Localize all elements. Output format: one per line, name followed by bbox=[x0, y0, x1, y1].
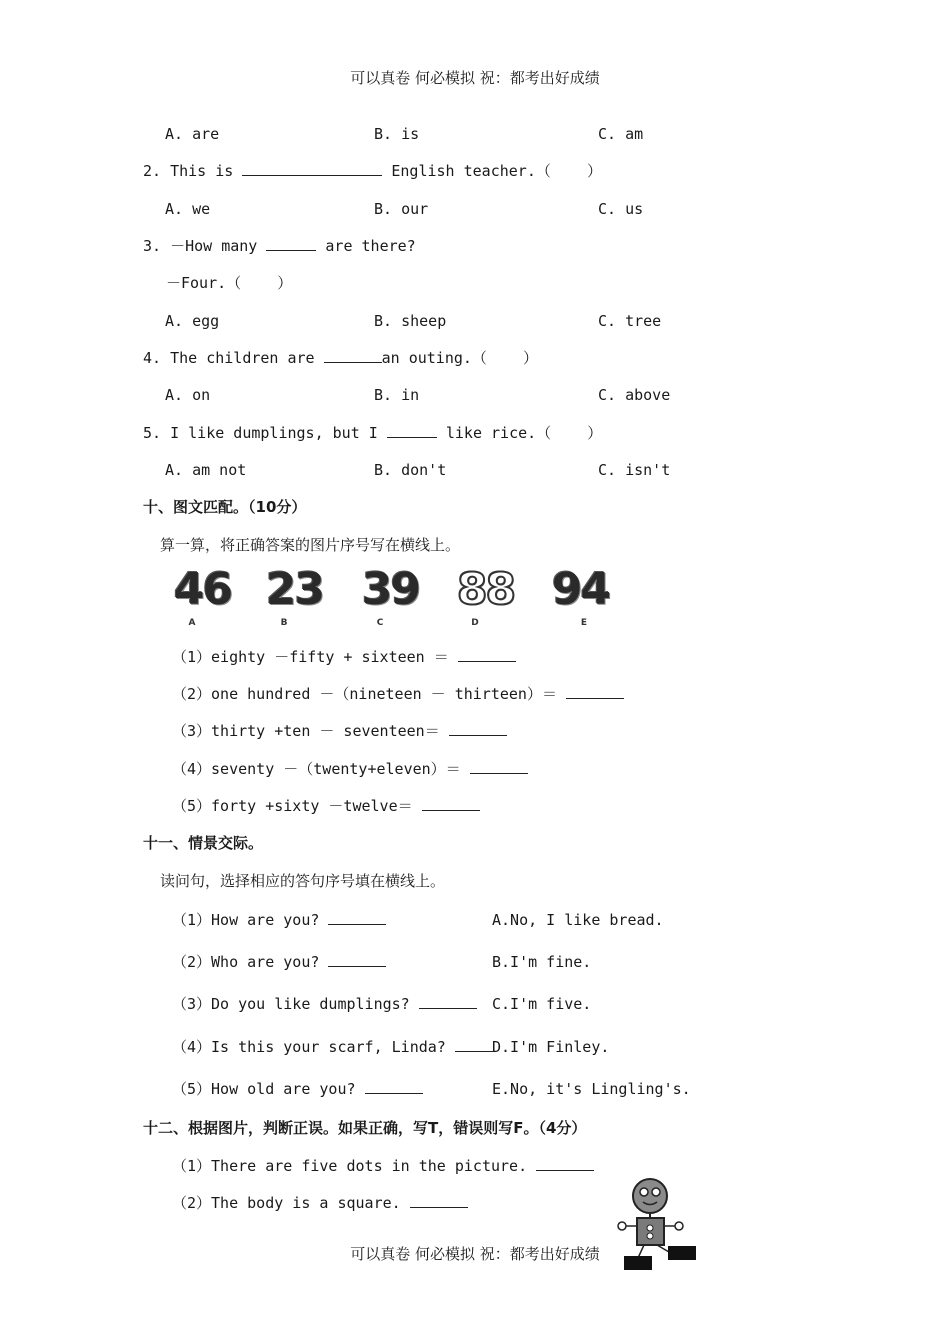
judge-item-2-text: （2）The body is a square. bbox=[172, 1194, 410, 1212]
page-footer: 可以真卷 何必模拟 祝：都考出好成绩 bbox=[350, 1245, 600, 1263]
robot-dot-1 bbox=[647, 1225, 653, 1231]
answer-blank[interactable] bbox=[266, 236, 316, 251]
q3-option-c: C. tree bbox=[598, 312, 662, 330]
answer-blank[interactable] bbox=[242, 161, 382, 176]
dialog-answer-a: A.No, I like bread. bbox=[492, 911, 664, 929]
question-2-stem: 2. This is bbox=[143, 162, 243, 180]
calc-item-4 bbox=[172, 759, 528, 779]
picture-c-number: 39 bbox=[361, 564, 420, 615]
q5-option-c: C. isn't bbox=[598, 461, 671, 479]
q2-option-c: C. us bbox=[598, 200, 644, 218]
dialog-question-1-text: （1）How are you? bbox=[172, 911, 329, 929]
question-3-stem: 3. －How many bbox=[143, 237, 267, 255]
picture-b-label: B bbox=[280, 618, 288, 628]
robot-left-eye bbox=[640, 1188, 648, 1196]
judge-item-2 bbox=[172, 1193, 468, 1213]
question-2 bbox=[143, 161, 602, 181]
question-2-tail: English teacher.（ ） bbox=[382, 162, 602, 180]
q5-option-b: B. don't bbox=[374, 461, 447, 479]
answer-blank[interactable] bbox=[328, 952, 386, 967]
answer-blank[interactable] bbox=[422, 796, 480, 811]
picture-c-label: C bbox=[376, 618, 384, 628]
question-5 bbox=[143, 423, 602, 443]
calc-item-1-text: （1）eighty －fifty + sixteen ＝ bbox=[172, 648, 458, 666]
question-4 bbox=[143, 348, 538, 368]
section-12-title: 十二、根据图片，判断正误。如果正确，写T，错误则写F。（4分） bbox=[143, 1119, 587, 1137]
picture-e-label: E bbox=[580, 618, 588, 628]
robot-left-hand bbox=[618, 1222, 626, 1230]
dialog-question-2-text: （2）Who are you? bbox=[172, 953, 329, 971]
answer-blank[interactable] bbox=[455, 1037, 493, 1052]
section-11-title: 十一、情景交际。 bbox=[143, 834, 264, 852]
section-10-instruction: 算一算，将正确答案的图片序号写在横线上。 bbox=[160, 536, 461, 554]
picture-d bbox=[443, 560, 528, 635]
answer-blank[interactable] bbox=[458, 647, 516, 662]
answer-blank[interactable] bbox=[324, 348, 382, 363]
question-5-stem: 5. I like dumplings, but I bbox=[143, 424, 387, 442]
calc-item-2-text: （2）one hundred －（nineteen － thirteen）＝ bbox=[172, 685, 566, 703]
calc-item-5 bbox=[172, 796, 480, 816]
answer-blank[interactable] bbox=[449, 721, 507, 736]
question-4-tail: an outing.（ ） bbox=[381, 349, 539, 367]
answer-blank[interactable] bbox=[328, 910, 386, 925]
picture-a-label: A bbox=[188, 618, 196, 628]
q5-option-a: A. am not bbox=[165, 461, 247, 479]
dialog-question-5-text: （5）How old are you? bbox=[172, 1080, 365, 1098]
answer-blank[interactable] bbox=[410, 1193, 468, 1208]
dialog-question-5 bbox=[172, 1079, 423, 1099]
question-5-tail: like rice.（ ） bbox=[436, 424, 603, 442]
robot-head bbox=[633, 1179, 667, 1213]
page-header: 可以真卷 何必模拟 祝：都考出好成绩 bbox=[350, 69, 600, 87]
dialog-question-4-text: （4）Is this your scarf, Linda? bbox=[172, 1038, 455, 1056]
dialog-answer-d: D.I'm Finley. bbox=[492, 1038, 610, 1056]
dialog-question-2 bbox=[172, 952, 386, 972]
dialog-question-1 bbox=[172, 910, 386, 930]
q4-option-c: C. above bbox=[598, 386, 671, 404]
calc-item-4-text: （4）seventy －（twenty+eleven）＝ bbox=[172, 760, 470, 778]
picture-e-number: 94 bbox=[551, 564, 610, 615]
answer-blank[interactable] bbox=[419, 994, 477, 1009]
judge-item-1 bbox=[172, 1156, 594, 1176]
dialog-answer-c: C.I'm five. bbox=[492, 995, 592, 1013]
answer-blank[interactable] bbox=[470, 759, 528, 774]
calc-item-3 bbox=[172, 721, 507, 741]
answer-blank[interactable] bbox=[566, 684, 624, 699]
robot-body bbox=[637, 1218, 664, 1245]
picture-e bbox=[538, 560, 623, 635]
calc-item-3-text: （3）thirty +ten － seventeen＝ bbox=[172, 722, 449, 740]
question-3 bbox=[143, 236, 416, 256]
question-4-stem: 4. The children are bbox=[143, 349, 324, 367]
q2-option-a: A. we bbox=[165, 200, 211, 218]
robot-right-hand bbox=[675, 1222, 683, 1230]
q4-option-b: B. in bbox=[374, 386, 420, 404]
question-3-answer: －Four.（ ） bbox=[166, 274, 293, 292]
dialog-answer-e: E.No, it's Lingling's. bbox=[492, 1080, 691, 1098]
q3-option-b: B. sheep bbox=[374, 312, 447, 330]
answer-blank[interactable] bbox=[536, 1156, 594, 1171]
calc-item-2 bbox=[172, 684, 624, 704]
judge-item-1-text: （1）There are five dots in the picture. bbox=[172, 1157, 537, 1175]
robot-dot-2 bbox=[647, 1233, 653, 1239]
picture-b bbox=[252, 560, 337, 635]
question-3-tail: are there? bbox=[316, 237, 416, 255]
answer-blank[interactable] bbox=[387, 423, 437, 438]
robot-right-eye bbox=[652, 1188, 660, 1196]
dialog-question-3 bbox=[172, 994, 477, 1014]
dialog-answer-b: B.I'm fine. bbox=[492, 953, 592, 971]
section-10-title: 十、图文匹配。（10分） bbox=[143, 498, 307, 516]
q3-option-a: A. egg bbox=[165, 312, 220, 330]
dialog-question-4 bbox=[172, 1037, 493, 1057]
q1-option-b: B. is bbox=[374, 125, 420, 143]
q4-option-a: A. on bbox=[165, 386, 211, 404]
q1-option-c: C. am bbox=[598, 125, 644, 143]
picture-c bbox=[348, 560, 433, 635]
calc-item-5-text: （5）forty +sixty －twelve＝ bbox=[172, 797, 422, 815]
section-11-instruction: 读问句，选择相应的答句序号填在横线上。 bbox=[160, 872, 446, 890]
q2-option-b: B. our bbox=[374, 200, 429, 218]
dialog-question-3-text: （3）Do you like dumplings? bbox=[172, 995, 419, 1013]
picture-a bbox=[160, 560, 245, 635]
picture-a-number: 46 bbox=[173, 564, 232, 615]
picture-d-label: D bbox=[471, 618, 479, 628]
picture-b-number: 23 bbox=[265, 564, 324, 615]
answer-blank[interactable] bbox=[365, 1079, 423, 1094]
q1-option-a: A. are bbox=[165, 125, 220, 143]
calc-item-1 bbox=[172, 647, 516, 667]
picture-d-number: 88 bbox=[456, 564, 515, 615]
